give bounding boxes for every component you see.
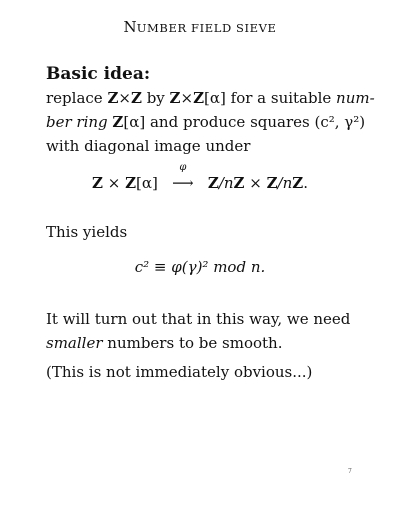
page-number: 7 bbox=[348, 468, 352, 475]
symbol-Z: Z bbox=[92, 174, 103, 192]
text-numbers-smooth: numbers to be smooth. bbox=[102, 334, 283, 352]
paragraph-line-1 bbox=[46, 86, 375, 110]
section-heading: Basic idea: bbox=[46, 64, 151, 84]
symbol-times: × bbox=[102, 174, 126, 192]
symbol-alpha-bracket: [α] bbox=[123, 113, 146, 131]
symbol-alpha-bracket: [α] bbox=[204, 89, 226, 107]
symbol-Z: Z bbox=[233, 174, 245, 192]
text-by: by bbox=[141, 89, 170, 107]
symbol-Z: Z bbox=[207, 174, 219, 192]
paragraph-line-2 bbox=[46, 110, 366, 134]
slide-title bbox=[0, 18, 400, 36]
display-equation-map bbox=[0, 162, 400, 192]
text-replace: replace bbox=[46, 89, 108, 107]
paragraph-line-2 bbox=[46, 331, 358, 355]
symbol-mod-n: /n bbox=[218, 174, 234, 192]
title-rest: UMBER FIELD SIEVE bbox=[136, 21, 277, 35]
symbol-times: × bbox=[180, 89, 194, 107]
paragraph-remark: (This is not immediately obvious...) bbox=[46, 363, 313, 381]
text-smaller: smaller bbox=[46, 334, 103, 352]
symbol-mod-n: /n bbox=[277, 174, 293, 192]
symbol-Z: Z bbox=[193, 89, 205, 107]
arrow-icon: ⟶ bbox=[172, 174, 194, 192]
symbol-times: × bbox=[118, 89, 131, 107]
symbol-Z: Z bbox=[292, 174, 304, 192]
text-number-ring-part2: ber ring bbox=[46, 113, 113, 131]
phi-label: φ bbox=[179, 162, 187, 173]
display-equation-congruence: c² ≡ φ(γ)² mod n. bbox=[134, 258, 266, 276]
map-arrow bbox=[166, 162, 200, 192]
paragraph-smooth-numbers bbox=[46, 307, 358, 355]
paragraph-line-1: It will turn out that in this way, we need bbox=[46, 310, 351, 328]
paragraph-basic-idea bbox=[46, 86, 375, 158]
symbol-Z: Z bbox=[169, 89, 181, 107]
text-number-ring-part1: num- bbox=[336, 89, 375, 107]
symbol-period: . bbox=[303, 174, 308, 192]
paragraph-this-yields: This yields bbox=[46, 223, 128, 241]
title-initial: N bbox=[123, 18, 137, 36]
symbol-Z: Z bbox=[266, 174, 278, 192]
symbol-times: × bbox=[244, 174, 267, 192]
symbol-Z: Z bbox=[107, 89, 119, 107]
text-produce-squares: and produce squares (c², γ²) bbox=[145, 113, 366, 131]
symbol-Z: Z bbox=[112, 113, 124, 131]
symbol-Z: Z bbox=[130, 89, 142, 107]
text-for-a-suitable: for a suitable bbox=[225, 89, 337, 107]
paragraph-line-3: with diagonal image under bbox=[46, 137, 251, 155]
symbol-Z: Z bbox=[125, 174, 137, 192]
symbol-alpha-bracket: [α] bbox=[136, 174, 158, 192]
